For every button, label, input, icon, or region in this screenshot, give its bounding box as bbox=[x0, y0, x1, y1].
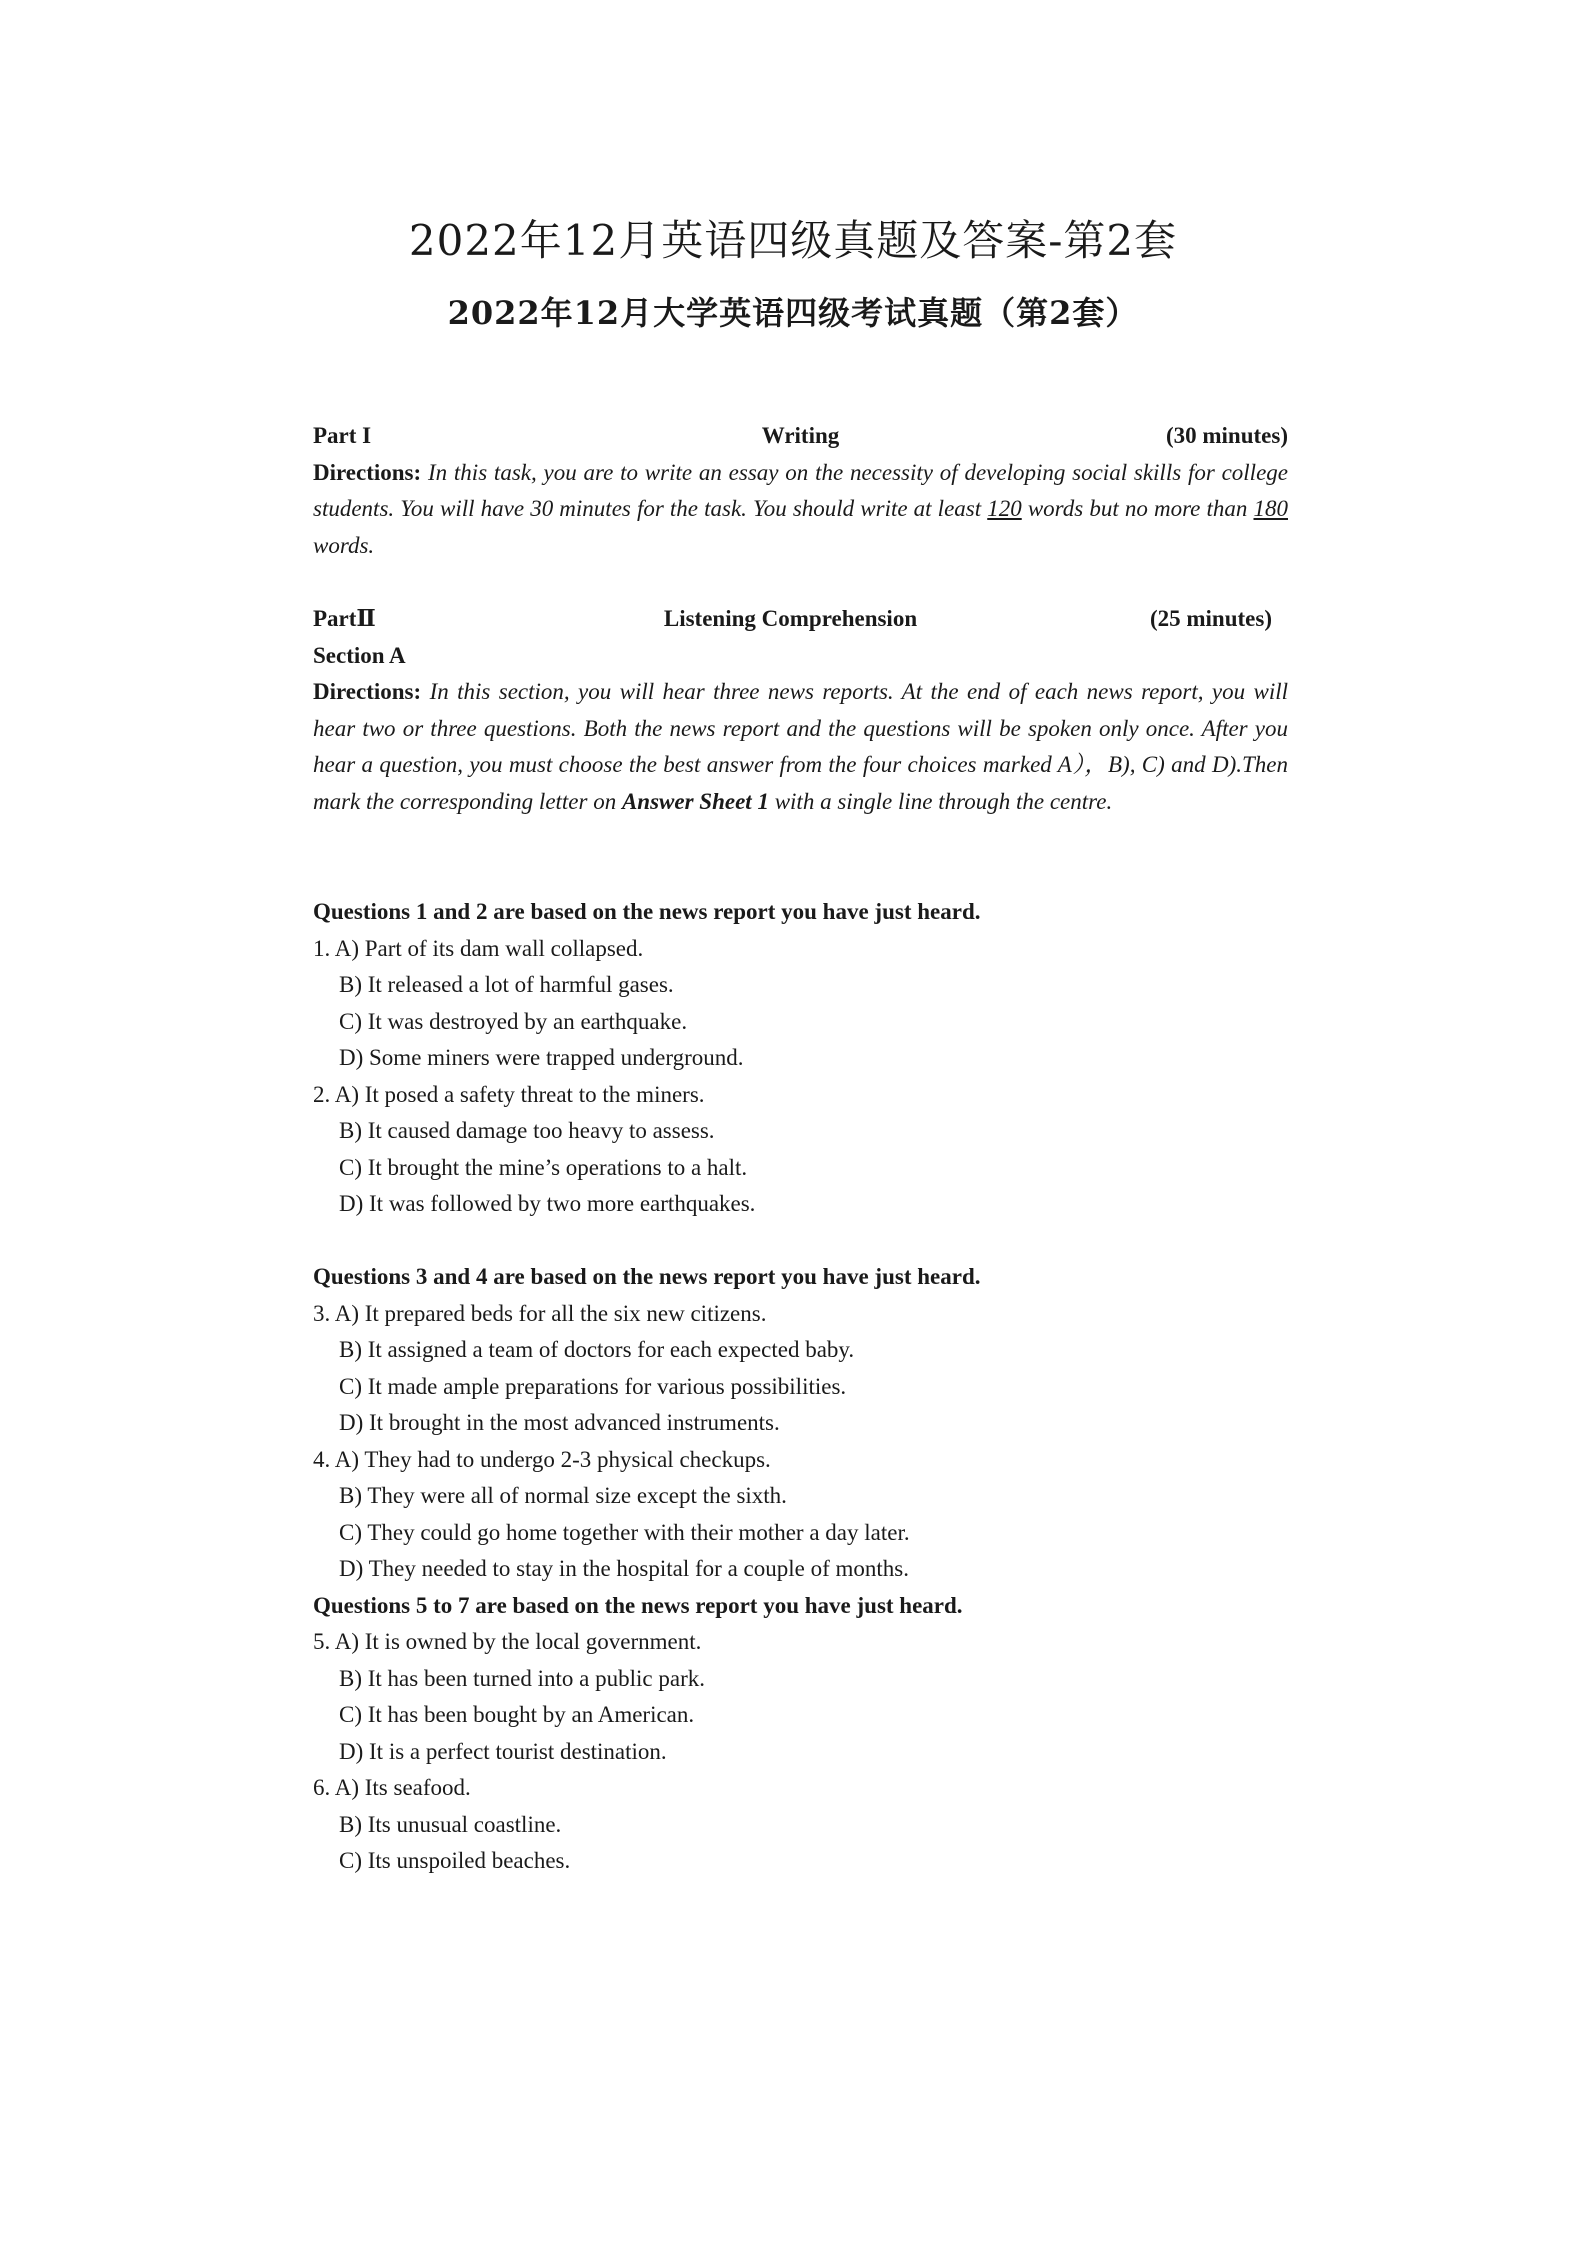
option-b: B) It released a lot of harmful gases. bbox=[339, 972, 674, 997]
option-d: D) It was followed by two more earthquakes. bbox=[339, 1191, 756, 1216]
part1-directions: Directions: In this task, you are to write an essay on the necessity of developing social skills for college students. You will have 30 minutes for the task. You should write at least 120 words but no more than 180 words. bbox=[313, 459, 1288, 558]
part2-header bbox=[313, 601, 1288, 638]
part2-directions: Directions: In this section, you will hear three news reports. At the end of each news report, you will hear two or three questions. Both the news report and the questions will be spoken only once. After you hear a question, you must choose the best answer from the four choices marked A），B), C) and D).Then mark the corresponding letter on Answer Sheet 1 with a single line through the centre. bbox=[313, 679, 1288, 814]
part2-time: (25 minutes) bbox=[1149, 606, 1272, 631]
option-a: 2. A) It posed a safety threat to the miners. bbox=[313, 1081, 705, 1107]
option-d: D) It brought in the most advanced instruments. bbox=[339, 1410, 780, 1435]
option-c: C) It made ample preparations for various possibilities. bbox=[339, 1373, 847, 1399]
option-c: C) Its unspoiled beaches. bbox=[339, 1848, 571, 1873]
question-2 bbox=[313, 1077, 1288, 1223]
question-4 bbox=[313, 1442, 1288, 1588]
section-a-label: Section A bbox=[313, 642, 406, 668]
option-d: D) They needed to stay in the hospital for a couple of months. bbox=[339, 1556, 909, 1581]
option-b: B) It caused damage too heavy to assess. bbox=[339, 1118, 715, 1143]
min-words: 120 bbox=[987, 496, 1022, 521]
option-c: C) They could go home together with their mother a day later. bbox=[339, 1519, 910, 1545]
option-b: B) Its unusual coastline. bbox=[339, 1811, 562, 1837]
max-words: 180 bbox=[1253, 496, 1288, 521]
directions-label: Directions: bbox=[313, 459, 422, 485]
option-b: B) They were all of normal size except the sixth. bbox=[339, 1483, 787, 1508]
option-c: C) It brought the mine’s operations to a halt. bbox=[339, 1154, 748, 1180]
group-heading: Questions 5 to 7 are based on the news report you have just heard. bbox=[313, 1592, 963, 1618]
question-group-2 bbox=[313, 1259, 1288, 1880]
part1-header bbox=[313, 418, 1288, 455]
option-d: D) Some miners were trapped underground. bbox=[339, 1045, 744, 1070]
option-c: C) It was destroyed by an earthquake. bbox=[339, 1008, 688, 1034]
option-a: 4. A) They had to undergo 2-3 physical checkups. bbox=[313, 1446, 771, 1472]
part1-label: Part I bbox=[313, 423, 372, 448]
part1-name: Writing bbox=[761, 423, 840, 448]
question-5 bbox=[313, 1624, 1288, 1770]
group-heading: Questions 1 and 2 are based on the news report you have just heard. bbox=[313, 899, 981, 924]
part2-block bbox=[313, 601, 1288, 820]
option-a: 3. A) It prepared beds for all the six new citizens. bbox=[313, 1300, 767, 1326]
option-b: B) It assigned a team of doctors for each expected baby. bbox=[339, 1337, 855, 1362]
question-6 bbox=[313, 1770, 1288, 1880]
exam-title: 2022年12月大学英语四级考试真题（第2套） bbox=[447, 294, 1139, 332]
part2-label: PartⅡ bbox=[313, 606, 376, 631]
question-3 bbox=[313, 1296, 1288, 1442]
option-a: 1. A) Part of its dam wall collapsed. bbox=[313, 935, 644, 961]
group-heading: Questions 3 and 4 are based on the news report you have just heard. bbox=[313, 1264, 981, 1289]
part1-block bbox=[313, 418, 1288, 564]
question-1 bbox=[313, 931, 1288, 1077]
option-d: D) It is a perfect tourist destination. bbox=[339, 1738, 667, 1764]
answer-sheet-ref: Answer Sheet 1 bbox=[621, 788, 769, 814]
option-a: 6. A) Its seafood. bbox=[313, 1775, 471, 1800]
question-group-1 bbox=[313, 894, 1288, 1223]
option-b: B) It has been turned into a public park. bbox=[339, 1665, 705, 1691]
part2-name: Listening Comprehension bbox=[663, 606, 918, 631]
document-title: 2022年12月英语四级真题及答案-第2套 bbox=[408, 216, 1178, 265]
option-c: C) It has been bought by an American. bbox=[339, 1702, 695, 1727]
option-a: 5. A) It is owned by the local government. bbox=[313, 1629, 702, 1654]
part1-time: (30 minutes) bbox=[1165, 423, 1288, 448]
